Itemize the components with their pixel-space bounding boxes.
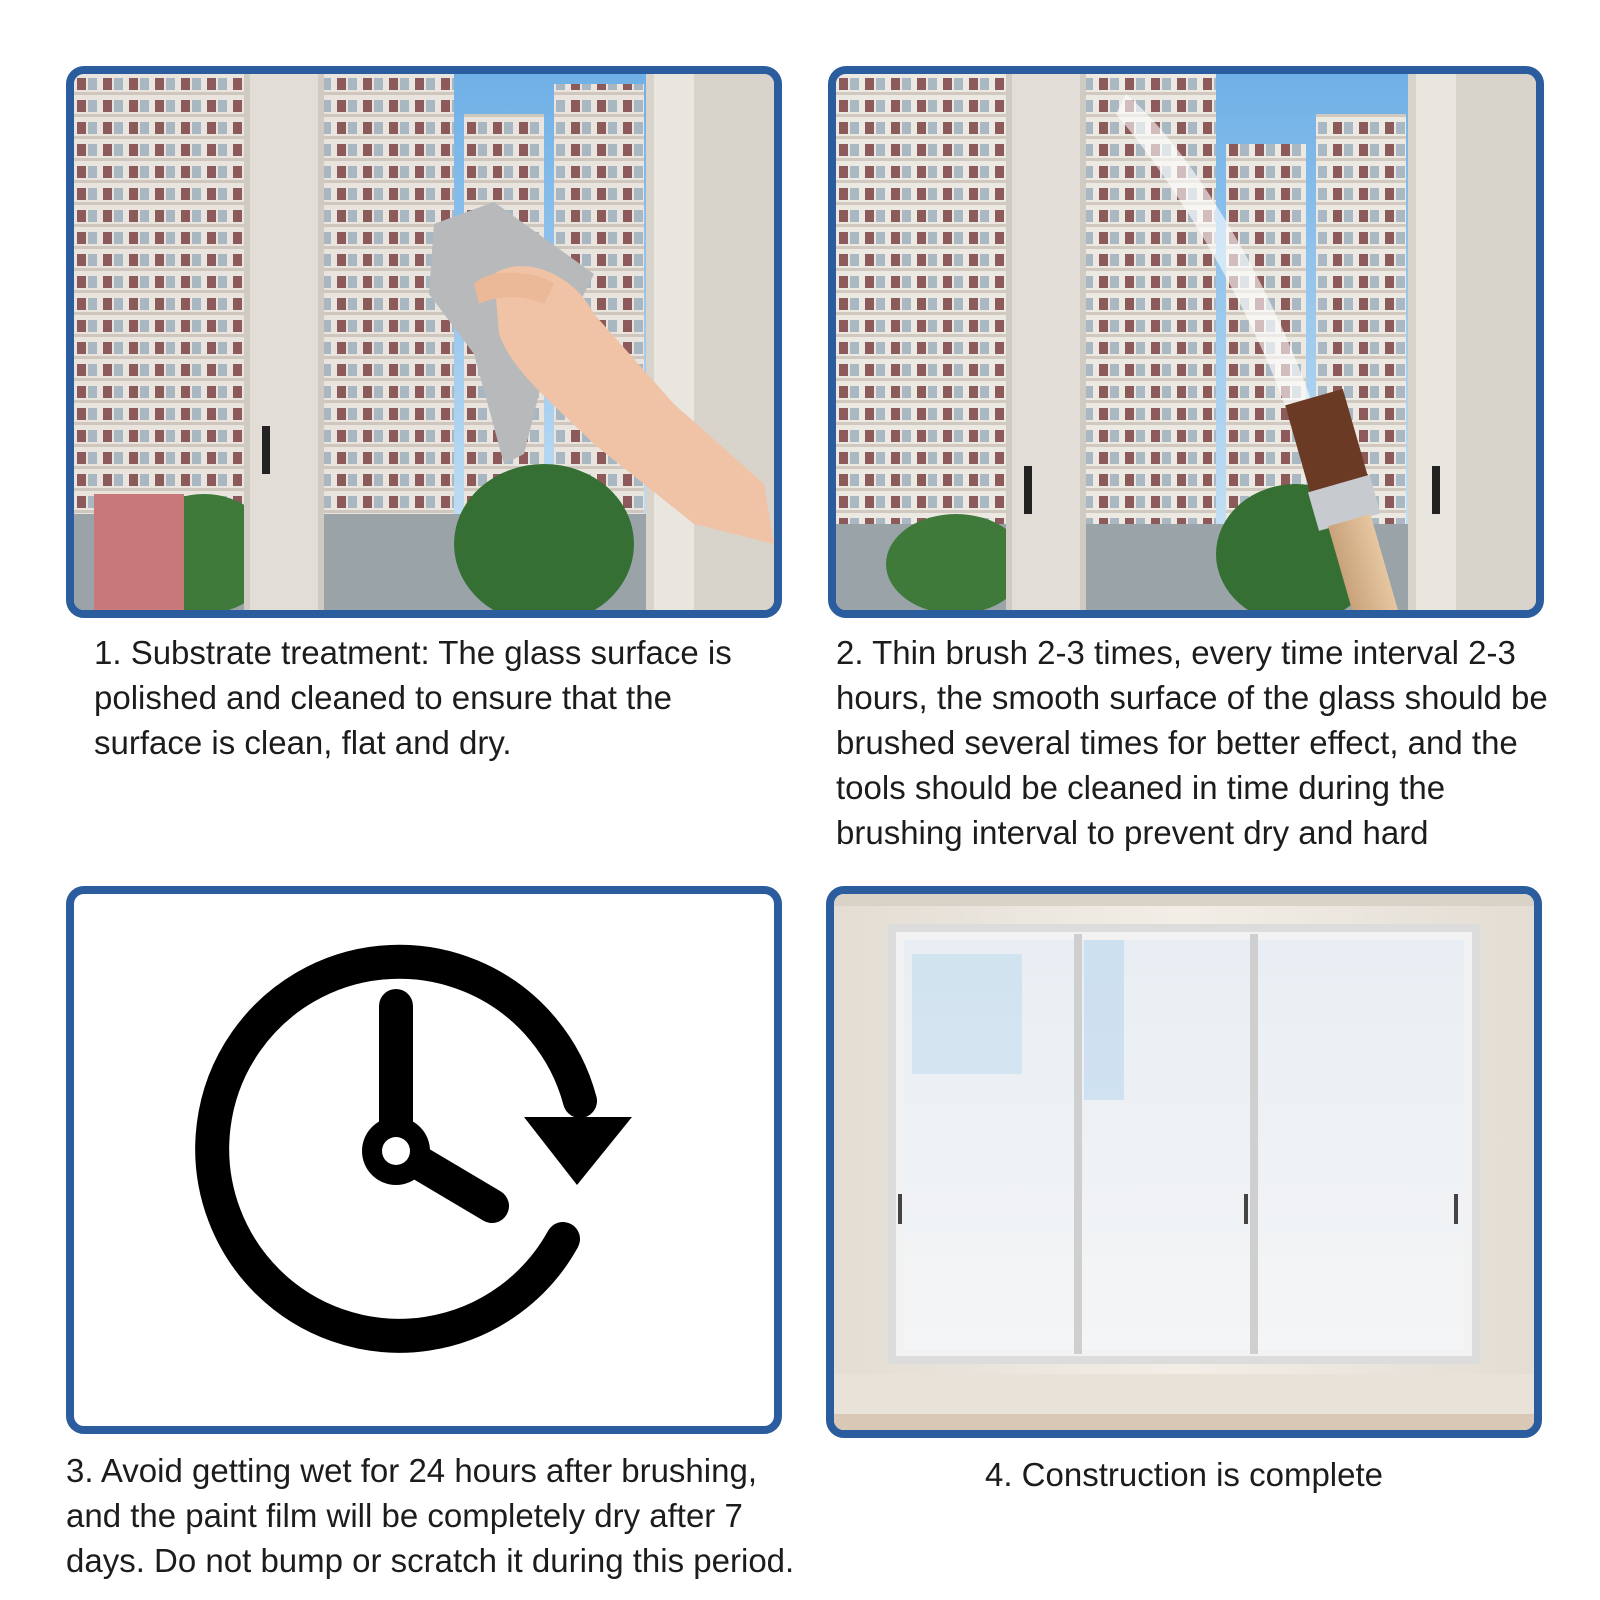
brush-coating-illustration [836,74,1536,610]
step-4-caption: 4. Construction is complete [984,1456,1383,1493]
step-4-image [826,886,1542,1438]
step-1-caption: 1. Substrate treatment: The glass surface is polished and cleaned to ensure that the surface is clean, flat and dry. [94,634,732,761]
step-1-image [66,66,782,618]
step-3-image [66,886,782,1434]
window-cleaning-illustration [74,74,774,610]
step-3-caption: 3. Avoid getting wet for 24 hours after brushing, and the paint film will be completely dry after 7 days. Do not bump or scratch it during this period. [66,1452,795,1579]
step-2-caption: 2. Thin brush 2-3 times, every time interval 2-3 hours, the smooth surface of the glass should be brushed several times for better effect, and the tools should be cleaned in time during the brushing interval to prevent dry and hard [836,634,1548,851]
frosted-window-illustration [834,894,1534,1430]
step-2-image [828,66,1544,618]
clock-rotate-icon [74,894,774,1426]
